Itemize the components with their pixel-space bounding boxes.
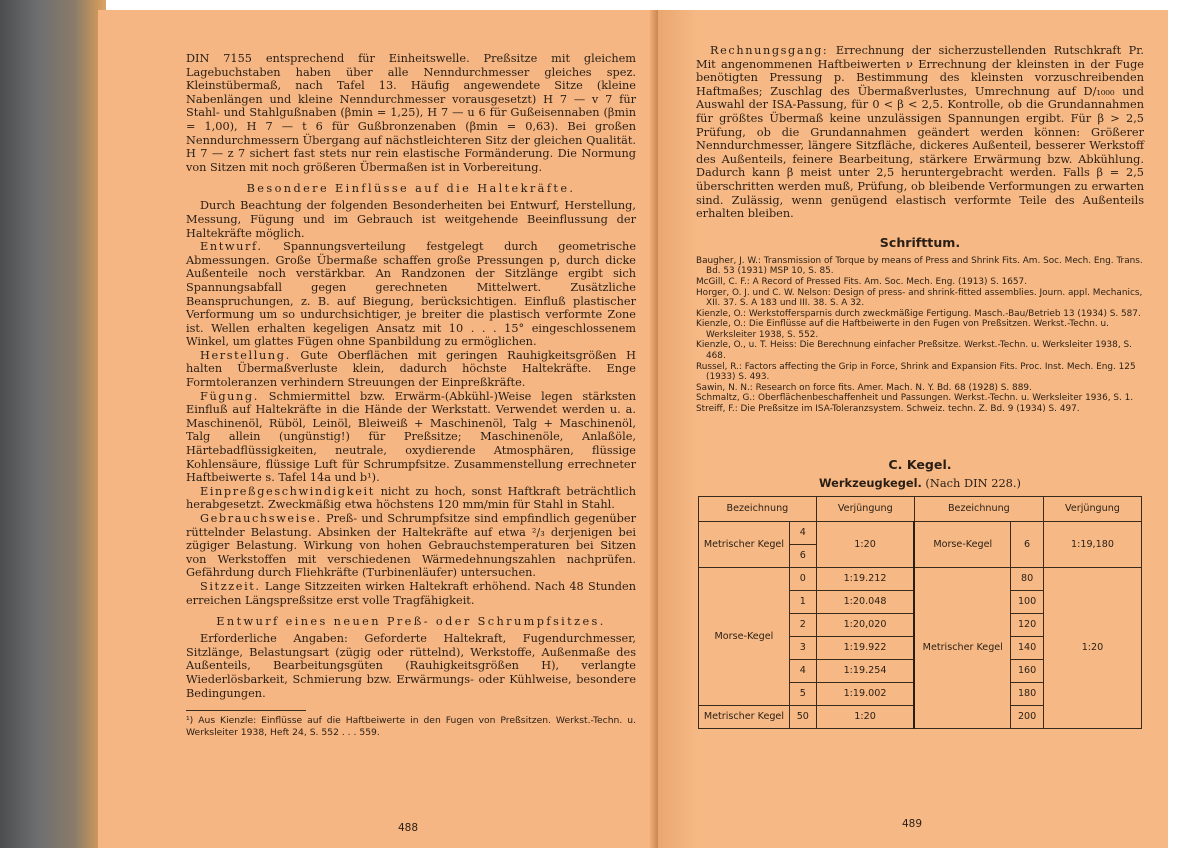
gebrauch-paragraph bbox=[186, 512, 636, 580]
size-cell: 2 bbox=[789, 613, 816, 636]
header-verjuengung-2: Verjüngung bbox=[1043, 496, 1141, 521]
table-header-row bbox=[699, 496, 1142, 521]
header-bezeichnung-1: Bezeichnung bbox=[699, 496, 817, 521]
morse-kegel-label-right: Morse-Kegel bbox=[914, 521, 1010, 567]
header-bezeichnung-2: Bezeichnung bbox=[914, 496, 1043, 521]
rechnung-label: Rechnungsgang: bbox=[710, 44, 829, 57]
size-cell: 160 bbox=[1011, 659, 1044, 682]
table-row bbox=[699, 567, 1142, 590]
ratio-cell: 1:20 bbox=[816, 521, 914, 567]
einpress-label: Einpreßgeschwindigkeit bbox=[200, 484, 375, 498]
literature-entry: Sawin, N. N.: Research on force fits. Amer. Mach. N. Y. Bd. 68 (1928) S. 889. bbox=[696, 382, 1032, 393]
literature-title: Schrifttum. bbox=[879, 234, 961, 250]
section-heading-einfluesse: Besondere Einflüsse auf die Haltekräfte. bbox=[246, 182, 576, 196]
ratio-cell: 1:19.254 bbox=[816, 659, 914, 682]
ratio-cell: 1:19.212 bbox=[816, 567, 914, 590]
literature-entry: Kienzle, O., u. T. Heiss: Die Berechnung einfacher Preßsitze. Werkst.-Techn. u. Werksleiter 1938, S. 468. bbox=[696, 340, 1132, 362]
right-page bbox=[658, 10, 1168, 848]
size-cell: 4 bbox=[789, 659, 816, 682]
einpress-text: nicht zu hoch, sonst Haftkraft beträchtlich herabgesetzt. Zweckmäßig etwa höchstens 120 mm/min für Stahl in Stahl. bbox=[186, 484, 636, 512]
kegel-subtitle-bold: Werkzeugkegel. bbox=[819, 475, 922, 490]
page-number-left: 488 bbox=[398, 822, 419, 834]
literature-entry: Streiff, F.: Die Preßsitze im ISA-Toleranzsystem. Schweiz. techn. Z. Bd. 9 (1934) S. 497. bbox=[696, 404, 1080, 415]
size-cell: 140 bbox=[1011, 636, 1044, 659]
size-cell: 6 bbox=[1011, 521, 1044, 567]
werkzeugkegel-table bbox=[698, 496, 1142, 729]
ratio-cell: 1:20 bbox=[816, 705, 914, 728]
literature-entry: Kienzle, O.: Werkstoffersparnis durch zweckmäßige Fertigung. Masch.-Bau/Betrieb 13 (1934) S. 587. bbox=[696, 308, 1141, 319]
size-cell: 3 bbox=[789, 636, 816, 659]
ratio-cell: 1:19.002 bbox=[816, 682, 914, 705]
angaben-paragraph bbox=[186, 632, 636, 700]
size-cell: 6 bbox=[789, 544, 816, 567]
gebrauch-label: Gebrauchsweise. bbox=[200, 512, 322, 525]
entwurf-paragraph bbox=[186, 240, 636, 349]
size-cell: 4 bbox=[789, 521, 816, 544]
section-heading-entwurf: Entwurf eines neuen Preß- oder Schrumpfsitzes. bbox=[216, 615, 606, 629]
size-cell: 100 bbox=[1011, 590, 1044, 613]
entwurf-label: Entwurf. bbox=[200, 240, 263, 254]
sitzzeit-paragraph bbox=[186, 580, 636, 607]
footnote-rule bbox=[186, 710, 306, 711]
literature-entry: McGill, C. F.: A Record of Pressed Fits. Am. Soc. Mech. Eng. (1913) S. 1657. bbox=[696, 276, 1028, 287]
table-row bbox=[699, 521, 1142, 544]
literature-entry: Kienzle, O.: Die Einflüsse auf die Haftbeiwerte in den Fugen von Preßsitzen. Werkst.-Techn. u. Werksleiter 1938, S. 552. bbox=[696, 319, 1109, 340]
size-cell: 1 bbox=[789, 590, 816, 613]
size-cell: 120 bbox=[1011, 613, 1044, 636]
literature-entry: Horger, O. J. und C. W. Nelson: Design of press- and shrink-fitted assemblies. Journ. appl. Mechanics, XII. 37. S. A 183 und III. 38. S. A 32. bbox=[696, 287, 1143, 309]
header-verjuengung-1: Verjüngung bbox=[816, 496, 914, 521]
scan-edge bbox=[0, 0, 106, 848]
angaben-label: Erforderliche Angaben: bbox=[200, 632, 348, 646]
intro-paragraph: DIN 7155 entsprechend für Einheitswelle. Preßsitze mit gleichem Lagebuchstaben haben über alle Nenndurchmesser gleiches spez. Kleinstübermaß, nach Tafel 13. Häufig angewendete Sitze (kleine Nabenlängen und kleine Nenndurchmesser vorausgesetzt) H 7 — v 7 für Stahl- und Stahlgußnaben (βmin = 1,25), H 7 — u 6 für Gußeisennaben (βmin = 1,00), H 7 — t 6 für Gußbronzenaben (βmin = 0,63). Bei großen Nenndurchmessern Übergang auf nächstleichteren Sitz der gleichen Qualität. H 7 — z 7 sichert fast stets nur rein elastische Formänderung. Die Normung von Sitzen mit noch größeren Übermaßen ist in Vorbereitung. bbox=[186, 52, 636, 174]
size-cell: 50 bbox=[789, 705, 816, 728]
angaben-text: Geforderte Haltekraft, Fugendurchmesser, Sitzlänge, Belastungsart (zügig oder rüttelnd), Werkstoffe, Außenmaße des Außenteils, Bearbeitungsgüten (Rauhigkeitsgrößen H), verlangte Wiederlösbarkeit, Schmierung bzw. Erwärmungs- oder Kühlweise, besondere Bedingungen. bbox=[186, 632, 636, 700]
metrischer-kegel-label: Metrischer Kegel bbox=[699, 521, 790, 567]
left-page bbox=[98, 10, 658, 848]
scan-margin-right bbox=[1168, 10, 1200, 848]
page-number-right: 489 bbox=[902, 818, 923, 830]
size-cell: 80 bbox=[1011, 567, 1044, 590]
fuegung-text: Schmiermittel bzw. Erwärm-(Abkühl-)Weise legen stärksten Einfluß auf Haltekräfte in die Hände der Werkstatt. Verwendet werden u. a. Maschinenöl, Rüböl, Leinöl, Bleiweiß + Maschinenöl, Talg + Maschinenöl, Talg allein (ungünstig!) für Preßsitze; Maschinenöle, Anlaßöle, Härtebadflüssigkeiten, neutrale, oxydierende Atmosphären, flüssige Kohlensäure, flüssige Luft für Schrumpfsitze. Zusammenstellung errechneter Haftbeiwerte s. Tafel 14a und b¹). bbox=[186, 389, 636, 485]
sitzzeit-text: Lange Sitzzeiten wirken Haltekraft erhöhend. Nach 48 Stunden erreichen Längspreßsitze erst volle Tragfähigkeit. bbox=[186, 579, 636, 607]
fuegung-label: Fügung. bbox=[200, 389, 259, 403]
literature-entry: Schmaltz, G.: Oberflächenbeschaffenheit und Passungen. Werkst.-Techn. u. Werksleiter 1936, S. 1. bbox=[696, 393, 1134, 404]
literature-entry: Russel, R.: Factors affecting the Grip in Force, Shrink and Expansion Fits. Proc. Inst. Mech. Eng. 125 (1933) S. 493. bbox=[696, 361, 1136, 383]
ratio-cell: 1:20,020 bbox=[816, 613, 914, 636]
literature-list bbox=[696, 256, 1144, 415]
ratio-cell: 1:20.048 bbox=[816, 590, 914, 613]
einfluesse-paragraph: Durch Beachtung der folgenden Besonderheiten bei Entwurf, Herstellung, Messung, Fügung und im Gebrauch ist weitgehende Beeinflussung der Haltekräfte möglich. bbox=[186, 199, 636, 240]
kegel-subtitle-rest: (Nach DIN 228.) bbox=[921, 475, 1021, 490]
herstellung-label: Herstellung. bbox=[200, 348, 291, 362]
literature-entry: Baugher, J. W.: Transmission of Torque by means of Press and Shrink Fits. Am. Soc. Mech. Eng. Trans. Bd. 53 (1931) MSP 10, S. 85. bbox=[696, 255, 1143, 277]
size-cell: 5 bbox=[789, 682, 816, 705]
size-cell: 180 bbox=[1011, 682, 1044, 705]
einpress-paragraph bbox=[186, 485, 636, 512]
gebrauch-text: Preß- und Schrumpfsitze sind empfindlich gegenüber rüttelnder Belastung. Absinken der Haltekräfte auf etwa ²/₃ derjenigen bei zügiger Belastung. Wirkung von hohen Gebrauchstemperaturen bei Sitzen von Werkstoffen mit verschiedenen Wärmedehnungszahlen nachprüfen. Gefährdung durch Fliehkräfte (Turbinenläufer) untersuchen. bbox=[186, 512, 636, 580]
footnote: ¹) Aus Kienzle: Einflüsse auf die Haftbeiwerte in den Fugen von Preßsitzen. Werkst.-Techn. u. Werksleiter 1938, Heft 24, S. 552 . . . 559. bbox=[186, 715, 636, 738]
entwurf-text: Spannungsverteilung festgelegt durch geometrische Abmessungen. Große Übermaße schaffen große Pressungen p, durch dicke Außenteile noch verstärkbar. An Randzonen der Sitzlänge ergibt sich Spannungsabfall gegen gerechneten Mittelwert. Zusätzliche Beanspruchungen, z. B. auf Biegung, berücksichtigen. Einfluß plastischer Verformung um so undurchsichtiger, je breiter die plastisch verformte Zone ist. Wellen erhalten kegeligen Ansatz mit 10 . . . 15° eingeschlossenem Winkel, um glattes Fügen ohne Spanbildung zu ermöglichen. bbox=[186, 240, 636, 349]
kegel-title: C. Kegel. bbox=[888, 456, 952, 472]
size-cell: 0 bbox=[789, 567, 816, 590]
rechnung-paragraph bbox=[696, 44, 1144, 221]
ratio-cell: 1:20 bbox=[1043, 567, 1141, 728]
ratio-cell: 1:19.922 bbox=[816, 636, 914, 659]
kegel-subtitle bbox=[696, 476, 1144, 490]
metrischer-kegel-label-right: Metrischer Kegel bbox=[914, 567, 1010, 728]
size-cell: 200 bbox=[1011, 705, 1044, 728]
sitzzeit-label: Sitzzeit. bbox=[200, 579, 261, 593]
ratio-cell: 1:19,180 bbox=[1043, 521, 1141, 567]
rechnung-text: Errechnung der sicherzustellenden Rutschkraft Pr. Mit angenommenen Haftbeiwerten ν Errechnung der kleinsten in der Fuge benötigten Pressung p. Bestimmung des kleinsten vorzuschreibenden Haftmaßes; Zuschlag des Übermaßverlustes, Umrechnung auf D/₁₀₀₀ und Auswahl der ISA-Passung, für 0 < β < 2,5. Kontrolle, ob die Grundannahmen für größtes Übermaß keine unzulässigen Spannungen ergibt. Für β > 2,5 Prüfung, ob die Grundannahmen geändert werden können: Größerer Nenndurchmesser, längere Sitzfläche, dickeres Außenteil, besserer Werkstoff des Außenteils, feinere Bearbeitung, stärkere Erwärmung bzw. Abkühlung. Dadurch kann β meist unter 2,5 heruntergebracht werden. Falls β = 2,5 überschritten werden muß, Prüfung, ob bleibende Verformungen zu erwarten sind. Zulässig, wenn genügend elastisch verformte Teile des Außenteils erhalten bleiben. bbox=[696, 44, 1144, 221]
fuegung-paragraph bbox=[186, 390, 636, 485]
metrischer-kegel-50-label: Metrischer Kegel bbox=[699, 705, 790, 728]
herstellung-paragraph bbox=[186, 349, 636, 390]
herstellung-text: Gute Oberflächen mit geringen Rauhigkeitsgrößen H halten Übermaßverluste klein, dadurch höchste Haltekräfte. Enge Formtoleranzen verhindern Streuungen der Einpreßkräfte. bbox=[186, 348, 636, 390]
morse-kegel-label: Morse-Kegel bbox=[699, 567, 790, 705]
